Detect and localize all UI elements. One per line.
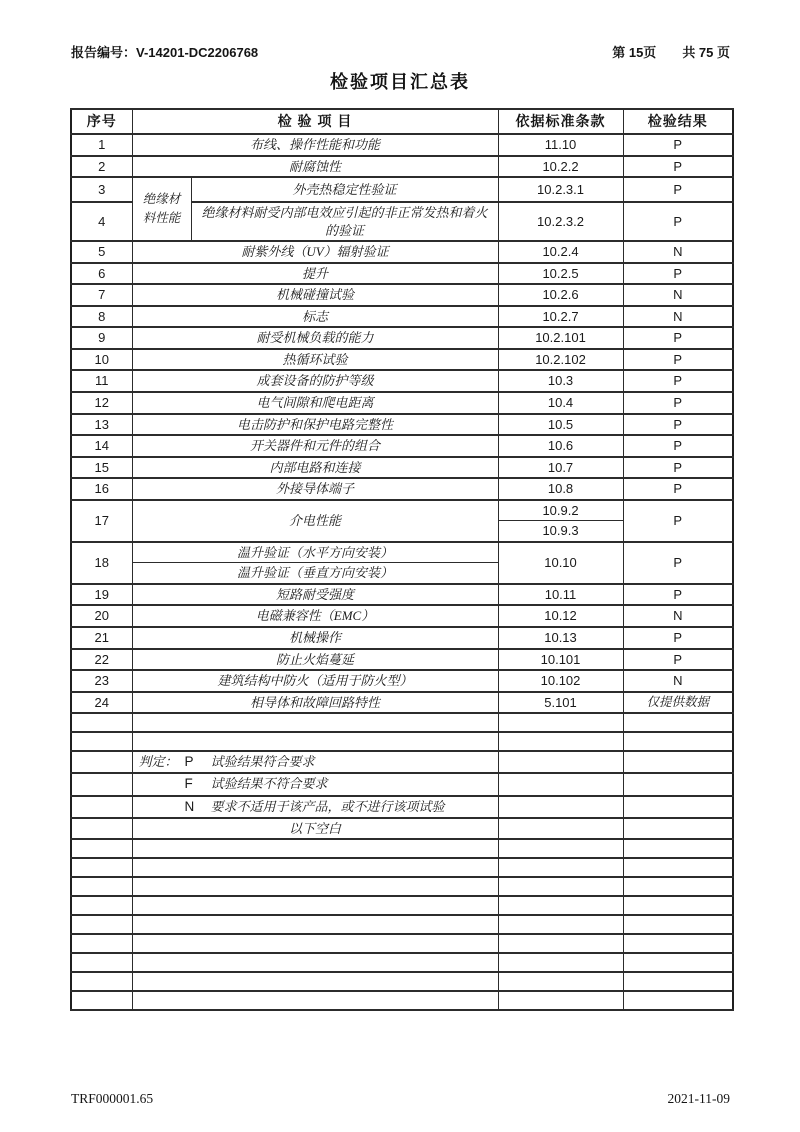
item-cell: 温升验证（垂直方向安装） — [132, 563, 498, 584]
seq-cell — [71, 796, 132, 818]
clause-cell: 10.2.2 — [498, 156, 623, 178]
seq-cell — [71, 896, 132, 915]
seq-cell — [71, 839, 132, 858]
clause-cell: 10.2.3.1 — [498, 177, 623, 202]
item-cell: 外接导体端子 — [132, 478, 498, 500]
result-cell: P — [623, 327, 733, 349]
item-cell: 机械操作 — [132, 627, 498, 649]
seq-cell — [71, 915, 132, 934]
clause-cell: 10.8 — [498, 478, 623, 500]
result-cell — [623, 896, 733, 915]
report-number — [71, 42, 258, 61]
result-cell — [623, 732, 733, 751]
result-cell: P — [623, 542, 733, 584]
page-indicator — [612, 42, 730, 61]
note-text: 试验结果符合要求 — [210, 754, 315, 770]
item-cell — [132, 732, 498, 751]
item-cell: 机械碰撞试验 — [132, 284, 498, 306]
item-cell: 提升 — [132, 263, 498, 285]
seq-cell: 17 — [71, 500, 132, 542]
clause-cell: 10.2.4 — [498, 241, 623, 263]
empty-row — [71, 896, 733, 915]
result-cell — [623, 858, 733, 877]
blank-below-row — [71, 818, 733, 840]
clause-cell: 10.9.2 — [498, 500, 623, 521]
result-cell: P — [623, 134, 733, 156]
item-cell: 外壳热稳定性验证 — [191, 177, 498, 202]
result-cell: P — [623, 457, 733, 479]
report-number-label: 报告编号： — [71, 45, 137, 60]
seq-cell: 18 — [71, 542, 132, 584]
seq-cell: 10 — [71, 349, 132, 371]
clause-cell: 10.6 — [498, 435, 623, 457]
table-row — [71, 284, 733, 306]
table-row — [71, 500, 733, 521]
footer-trf-number: TRF000001.65 — [71, 1091, 154, 1106]
clause-cell: 11.10 — [498, 134, 623, 156]
note-key: P — [184, 754, 194, 770]
item-cell: 开关器件和元件的组合 — [132, 435, 498, 457]
clause-cell: 10.13 — [498, 627, 623, 649]
seq-cell: 13 — [71, 414, 132, 436]
result-cell: P — [623, 435, 733, 457]
seq-cell — [71, 818, 132, 840]
result-cell: P — [623, 177, 733, 202]
result-cell — [623, 877, 733, 896]
clause-cell: 10.2.7 — [498, 306, 623, 328]
table-row — [71, 542, 733, 563]
note-prefix: 判定： — [138, 754, 178, 770]
result-cell: P — [623, 202, 733, 241]
table-row — [71, 478, 733, 500]
item-cell — [132, 991, 498, 1010]
result-cell — [623, 713, 733, 732]
result-cell: P — [623, 478, 733, 500]
clause-cell: 10.2.3.2 — [498, 202, 623, 241]
table-row — [71, 457, 733, 479]
seq-cell — [71, 751, 132, 773]
item-cell: 电磁兼容性（EMC） — [132, 605, 498, 627]
result-cell: 仅提供数据 — [623, 692, 733, 714]
seq-cell — [71, 877, 132, 896]
table-row — [71, 435, 733, 457]
note-row — [71, 796, 733, 818]
item-cell: 绝缘材料耐受内部电效应引起的非正常发热和着火的验证 — [191, 202, 498, 241]
clause-cell — [498, 953, 623, 972]
seq-cell — [71, 732, 132, 751]
col-header-item: 检 验 项 目 — [132, 109, 498, 134]
result-cell: P — [623, 392, 733, 414]
seq-cell: 24 — [71, 692, 132, 714]
clause-cell: 10.9.3 — [498, 521, 623, 542]
table-row — [71, 156, 733, 178]
seq-cell: 3 — [71, 177, 132, 202]
empty-row — [71, 713, 733, 732]
item-cell: 电击防护和保护电路完整性 — [132, 414, 498, 436]
empty-row — [71, 915, 733, 934]
clause-cell — [498, 991, 623, 1010]
item-cell: 耐腐蚀性 — [132, 156, 498, 178]
table-row — [71, 349, 733, 371]
clause-cell: 10.11 — [498, 584, 623, 606]
result-cell — [623, 751, 733, 773]
seq-cell: 22 — [71, 649, 132, 671]
doc-footer — [71, 1091, 730, 1107]
empty-row — [71, 839, 733, 858]
item-cell: 布线、操作性能和功能 — [132, 134, 498, 156]
result-cell: N — [623, 306, 733, 328]
seq-cell: 20 — [71, 605, 132, 627]
empty-row — [71, 972, 733, 991]
note-cell — [132, 796, 498, 818]
result-cell — [623, 773, 733, 795]
item-cell: 介电性能 — [132, 500, 498, 542]
clause-cell — [498, 915, 623, 934]
result-cell: P — [623, 500, 733, 542]
table-row — [71, 692, 733, 714]
item-cell: 相导体和故障回路特性 — [132, 692, 498, 714]
seq-cell — [71, 934, 132, 953]
empty-row — [71, 934, 733, 953]
result-cell: P — [623, 584, 733, 606]
note-text: 试验结果不符合要求 — [210, 776, 328, 792]
item-cell — [132, 915, 498, 934]
item-cell — [132, 858, 498, 877]
clause-cell — [498, 877, 623, 896]
clause-cell: 10.101 — [498, 649, 623, 671]
result-cell — [623, 915, 733, 934]
seq-cell: 7 — [71, 284, 132, 306]
result-cell: P — [623, 649, 733, 671]
empty-row — [71, 953, 733, 972]
empty-row — [71, 877, 733, 896]
clause-cell — [498, 839, 623, 858]
item-cell: 防止火焰蔓延 — [132, 649, 498, 671]
table-row — [71, 177, 733, 202]
note-text: 要求不适用于该产品，或不进行该项试验 — [210, 798, 445, 814]
result-cell: N — [623, 284, 733, 306]
clause-cell — [498, 896, 623, 915]
seq-cell: 16 — [71, 478, 132, 500]
note-row — [71, 751, 733, 773]
clause-cell: 10.5 — [498, 414, 623, 436]
clause-cell — [498, 972, 623, 991]
seq-cell: 23 — [71, 670, 132, 692]
page-current: 第 15页 — [612, 45, 657, 60]
seq-cell: 1 — [71, 134, 132, 156]
clause-cell — [498, 773, 623, 795]
clause-cell — [498, 732, 623, 751]
table-row — [71, 670, 733, 692]
empty-row — [71, 991, 733, 1010]
item-cell: 内部电路和连接 — [132, 457, 498, 479]
item-cell — [132, 896, 498, 915]
clause-cell: 10.2.6 — [498, 284, 623, 306]
result-cell: P — [623, 349, 733, 371]
seq-cell: 6 — [71, 263, 132, 285]
item-cell: 温升验证（水平方向安装） — [132, 542, 498, 563]
seq-cell: 14 — [71, 435, 132, 457]
table-row — [71, 370, 733, 392]
seq-cell: 4 — [71, 202, 132, 241]
table-row — [71, 306, 733, 328]
note-key: F — [184, 776, 193, 792]
clause-cell: 5.101 — [498, 692, 623, 714]
seq-cell: 12 — [71, 392, 132, 414]
empty-row — [71, 732, 733, 751]
seq-cell — [71, 713, 132, 732]
item-cell — [132, 953, 498, 972]
item-cell: 标志 — [132, 306, 498, 328]
result-cell: N — [623, 605, 733, 627]
item-cell — [132, 972, 498, 991]
footer-date: 2021-11-09 — [667, 1091, 730, 1106]
table-row — [71, 241, 733, 263]
clause-cell — [498, 934, 623, 953]
inspection-summary-table — [70, 108, 734, 1011]
item-cell: 短路耐受强度 — [132, 584, 498, 606]
seq-cell: 21 — [71, 627, 132, 649]
col-header-result: 检验结果 — [623, 109, 733, 134]
result-cell: N — [623, 241, 733, 263]
clause-cell: 10.7 — [498, 457, 623, 479]
result-cell: P — [623, 156, 733, 178]
clause-cell: 10.2.101 — [498, 327, 623, 349]
table-row — [71, 584, 733, 606]
clause-cell — [498, 818, 623, 840]
seq-cell: 15 — [71, 457, 132, 479]
clause-cell — [498, 858, 623, 877]
seq-cell: 2 — [71, 156, 132, 178]
result-cell — [623, 953, 733, 972]
page-title: 检验项目汇总表 — [330, 72, 470, 92]
table-row — [71, 327, 733, 349]
blank-below-cell: 以下空白 — [132, 818, 498, 840]
table-row — [71, 263, 733, 285]
empty-row — [71, 858, 733, 877]
note-key: N — [184, 798, 195, 814]
report-number-value: V-14201-DC2206768 — [136, 45, 259, 60]
result-cell — [623, 972, 733, 991]
item-cell — [132, 877, 498, 896]
group-cell: 绝缘材料性能 — [132, 177, 191, 241]
seq-cell: 9 — [71, 327, 132, 349]
result-cell — [623, 991, 733, 1010]
seq-cell: 19 — [71, 584, 132, 606]
col-header-seq: 序号 — [71, 109, 132, 134]
result-cell: P — [623, 414, 733, 436]
table-row — [71, 605, 733, 627]
result-cell — [623, 934, 733, 953]
seq-cell: 11 — [71, 370, 132, 392]
clause-cell: 10.4 — [498, 392, 623, 414]
item-cell: 耐紫外线（UV）辐射验证 — [132, 241, 498, 263]
seq-cell — [71, 858, 132, 877]
clause-cell — [498, 796, 623, 818]
item-cell: 热循环试验 — [132, 349, 498, 371]
clause-cell: 10.2.5 — [498, 263, 623, 285]
col-header-clause: 依据标准条款 — [498, 109, 623, 134]
table-header-row — [71, 109, 733, 134]
seq-cell: 5 — [71, 241, 132, 263]
note-cell — [132, 751, 498, 773]
item-cell — [132, 713, 498, 732]
item-cell — [132, 839, 498, 858]
note-row — [71, 773, 733, 795]
clause-cell: 10.2.102 — [498, 349, 623, 371]
clause-cell — [498, 713, 623, 732]
seq-cell: 8 — [71, 306, 132, 328]
result-cell: N — [623, 670, 733, 692]
table-row — [71, 392, 733, 414]
seq-cell — [71, 773, 132, 795]
table-row — [71, 414, 733, 436]
item-cell — [132, 934, 498, 953]
note-cell — [132, 773, 498, 795]
item-cell: 建筑结构中防火（适用于防火型） — [132, 670, 498, 692]
page-total: 共 75 页 — [682, 45, 730, 60]
table-row — [71, 134, 733, 156]
result-cell — [623, 796, 733, 818]
seq-cell — [71, 953, 132, 972]
seq-cell — [71, 972, 132, 991]
clause-cell: 10.12 — [498, 605, 623, 627]
result-cell — [623, 839, 733, 858]
seq-cell — [71, 991, 132, 1010]
result-cell: P — [623, 263, 733, 285]
item-cell: 电气间隙和爬电距离 — [132, 392, 498, 414]
clause-cell: 10.3 — [498, 370, 623, 392]
table-row — [71, 649, 733, 671]
clause-cell — [498, 751, 623, 773]
item-cell: 成套设备的防护等级 — [132, 370, 498, 392]
result-cell — [623, 818, 733, 840]
doc-header — [71, 42, 730, 61]
clause-cell: 10.102 — [498, 670, 623, 692]
item-cell: 耐受机械负载的能力 — [132, 327, 498, 349]
clause-cell: 10.10 — [498, 542, 623, 584]
table-row — [71, 627, 733, 649]
result-cell: P — [623, 627, 733, 649]
result-cell: P — [623, 370, 733, 392]
